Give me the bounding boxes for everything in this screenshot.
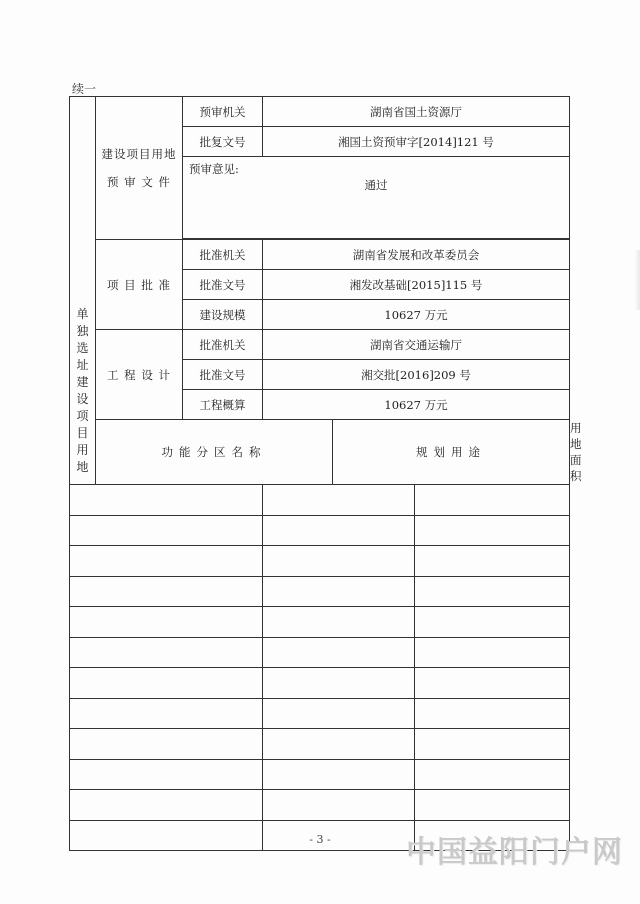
header-zone-name: 功能分区名称 [96,420,333,485]
planned-use-cell[interactable] [263,515,415,546]
category-label-char: 地 [76,459,89,474]
scan-edge-shadow [634,250,640,310]
approval-section-title: 项 目 批 准 [96,240,183,330]
design-authority-label: 批准机关 [183,330,263,360]
table-row [70,637,570,668]
land-area-cell[interactable] [415,729,570,760]
land-area-cell[interactable] [415,759,570,790]
continuation-label: 续一 [72,82,97,96]
table-row [70,729,570,760]
zone-name-cell[interactable] [70,698,263,729]
land-area-cell[interactable] [415,668,570,699]
planned-use-cell[interactable] [263,576,415,607]
preapproval-doc-value: 湘国土资预审字[2014]121 号 [263,127,570,157]
land-table-header-row [70,420,570,485]
design-budget-value: 10627 万元 [263,390,570,420]
land-area-cell[interactable] [415,515,570,546]
watermark: 中国益阳门户网 [406,835,623,870]
zone-name-cell[interactable] [70,515,263,546]
approval-authority-label: 批准机关 [183,240,263,270]
preapproval-title-line2: 预 审 文 件 [107,175,171,189]
preapproval-doc-label: 批复文号 [183,127,263,157]
category-label-char: 独 [76,323,89,338]
header-planned-use: 规划用途 [333,420,570,485]
preapproval-opinion-label: 预审意见: [189,162,239,176]
preapproval-section-title [96,97,183,240]
zone-name-cell[interactable] [70,729,263,760]
planned-use-cell[interactable] [263,759,415,790]
design-section-title: 工 程 设 计 [96,330,183,420]
table-row [70,759,570,790]
category-label-char: 项 [76,408,89,423]
land-area-cell[interactable] [415,790,570,821]
land-area-cell[interactable] [415,637,570,668]
category-label-char: 目 [76,425,89,440]
table-row [70,668,570,699]
planned-use-cell[interactable] [263,485,415,516]
zone-name-cell[interactable] [70,546,263,577]
category-label-char: 建 [76,374,89,389]
design-budget-label: 工程概算 [183,390,263,420]
planned-use-cell[interactable] [263,698,415,729]
zone-name-cell[interactable] [70,637,263,668]
approval-scale-value: 10627 万元 [263,300,570,330]
land-area-cell[interactable] [415,485,570,516]
design-authority-value: 湖南省交通运输厅 [263,330,570,360]
design-authority-row [70,330,570,360]
zone-name-cell[interactable] [70,790,263,821]
category-vertical-label [70,97,96,485]
planned-use-cell[interactable] [263,668,415,699]
table-row [70,485,570,516]
planned-use-cell[interactable] [263,637,415,668]
approval-authority-row [70,240,570,270]
zone-name-cell[interactable] [70,576,263,607]
zone-name-cell[interactable] [70,759,263,790]
category-label-char: 单 [76,306,89,321]
planned-use-cell[interactable] [263,729,415,760]
zone-name-cell[interactable] [70,607,263,638]
design-doc-value: 湘交批[2016]209 号 [263,360,570,390]
category-label-char: 设 [76,391,89,406]
zone-name-cell[interactable] [70,668,263,699]
approval-doc-value: 湘发改基础[2015]115 号 [263,270,570,300]
preapproval-authority-row [70,97,570,127]
table-row [70,515,570,546]
land-use-form-table [69,96,570,851]
preapproval-title-line1: 建设项目用地 [101,147,177,161]
planned-use-cell[interactable] [263,790,415,821]
preapproval-authority-value: 湖南省国土资源厅 [263,97,570,127]
table-row [70,790,570,821]
approval-authority-value: 湖南省发展和改革委员会 [263,240,570,270]
preapproval-opinion-value: 通过 [364,178,388,192]
table-row [70,576,570,607]
preapproval-opinion-cell [183,157,570,239]
zone-name-cell[interactable] [70,485,263,516]
planned-use-cell[interactable] [263,546,415,577]
category-label-char: 选 [76,340,89,355]
land-area-cell[interactable] [415,607,570,638]
land-area-cell[interactable] [415,576,570,607]
planned-use-cell[interactable] [263,607,415,638]
land-table-body [70,485,570,851]
table-row [70,698,570,729]
category-label-char: 用 [76,442,89,457]
preapproval-authority-label: 预审机关 [183,97,263,127]
design-doc-label: 批准文号 [183,360,263,390]
table-row [70,607,570,638]
approval-scale-label: 建设规模 [183,300,263,330]
approval-doc-label: 批准文号 [183,270,263,300]
land-area-cell[interactable] [415,698,570,729]
page-number: - 3 - [309,833,331,846]
table-row [70,546,570,577]
land-area-cell[interactable] [415,546,570,577]
category-label-char: 址 [76,357,89,372]
